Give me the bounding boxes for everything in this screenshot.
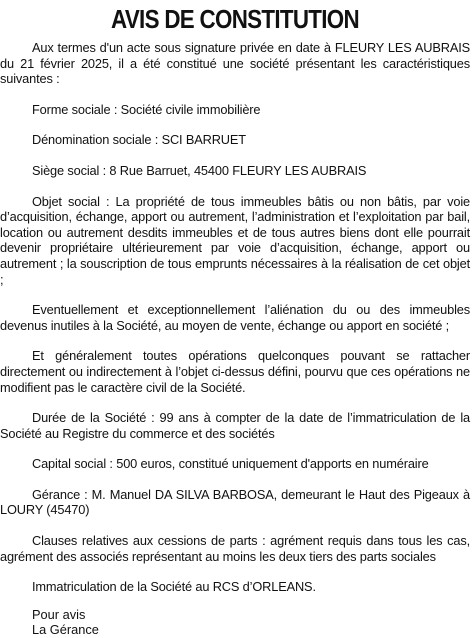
notice-title: AVIS DE CONSTITUTION: [111, 4, 359, 34]
notice-signoff: [0, 607, 470, 638]
paragraph-duration: Durée de la Société : 99 ans à compter de la date de l’immatriculation de la Société au Registre du commerce et des sociétés: [0, 410, 470, 441]
paragraph-legal-form: Forme sociale : Société civile immobilière: [32, 101, 261, 117]
paragraph-management: Gérance : M. Manuel DA SILVA BARBOSA, demeurant le Haut des Pigeaux à LOURY (45470): [0, 486, 470, 518]
notice-body: [0, 40, 470, 595]
paragraph-company-name: Dénomination sociale : SCI BARRUET: [32, 132, 246, 148]
signoff-line-la-gerance: La Gérance: [32, 622, 99, 638]
paragraph-preamble: Aux termes d'un acte sous signature privée en date à FLEURY LES AUBRAIS du 21 février 2025, il a été constitué une société présentant les caractéristiques suivantes :: [0, 40, 470, 87]
signoff-line-pour-avis: Pour avis: [32, 606, 86, 622]
paragraph-share-transfer-clauses: Clauses relatives aux cessions de parts : agrément requis dans tous les cas, agrément des associés représentant au moins les deux tiers des parts sociales: [0, 533, 470, 564]
paragraph-corporate-purpose: Objet social : La propriété de tous immeubles bâtis ou non bâtis, par voie d’acquisition, échange, apport ou autrement, l’administration et l’exploitation par bail, location ou autrement desdits immeubles et de tous autres biens dont elle pourrait devenir propriétaire ultérieurement par voie d’acquisition, échange, apport ou autrement ; la souscription de tous emprunts nécessaires à la réalisation de cet objet ;: [0, 193, 470, 287]
paragraph-registration: Immatriculation de la Société au RCS d’ORLEANS.: [32, 579, 316, 595]
paragraph-purpose-alienation: Eventuellement et exceptionnellement l’aliénation du ou des immeubles devenus inutiles à la Société, au moyen de vente, échange ou apport en société ;: [0, 302, 470, 333]
paragraph-share-capital: Capital social : 500 euros, constitué uniquement d'apports en numéraire: [32, 456, 429, 472]
paragraph-registered-office: Siège social : 8 Rue Barruet, 45400 FLEURY LES AUBRAIS: [32, 162, 367, 178]
paragraph-purpose-general: Et généralement toutes opérations quelconques pouvant se rattacher directement ou indirectement à l’objet ci-dessus défini, pourvu que ces opérations ne modifient pas le caractère civil de la Société.: [0, 348, 470, 395]
